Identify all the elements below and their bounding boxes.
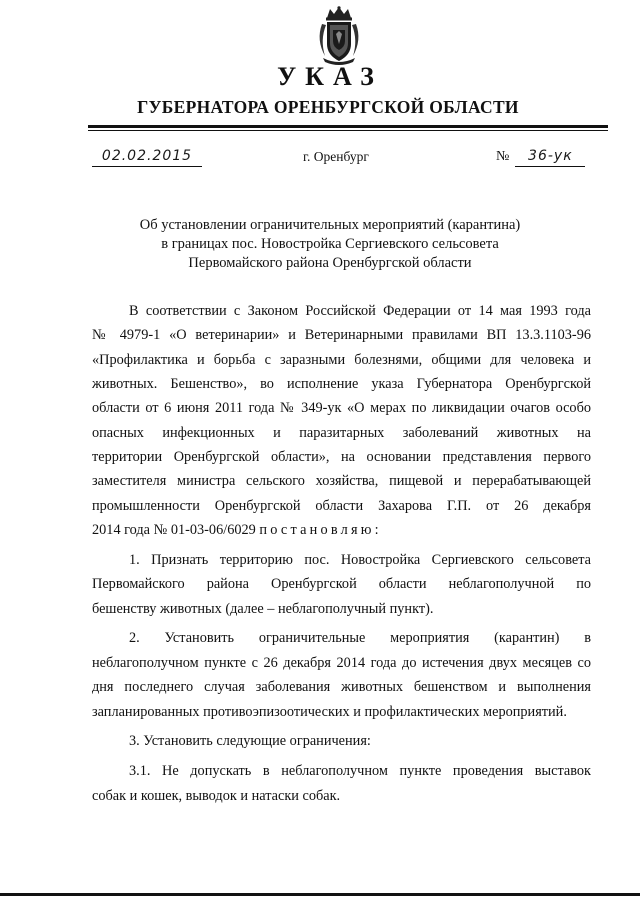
- item-2-line: 2. Установить ограничительные мероприятия (карантин) в: [129, 630, 591, 647]
- item-2-line: дня последнего случая заболевания животных бешенством и выполнения: [92, 679, 591, 696]
- preamble-line: заместителя министра сельского хозяйства, пищевой и перерабатывающей: [92, 473, 591, 490]
- item-3-1-line: собак и кошек, выводок и натаски собак.: [92, 787, 341, 804]
- item-2-line: неблагополучном пункте с 26 декабря 2014 года до истечения двух месяцев со: [92, 654, 591, 671]
- title-line: Об установлении ограничительных мероприятий (карантина): [139, 217, 521, 233]
- preamble-line: области от 6 июня 2011 года № 349-ук «О мерах по ликвидации очагов особо: [92, 400, 591, 417]
- decree-number: 36-ук: [515, 146, 585, 167]
- preamble-line: В соответствии с Законом Российской Федерации от 14 мая 1993 года: [129, 303, 591, 319]
- item-1-line: 1. Признать территорию пос. Новостройка Сергиевского сельсовета: [129, 551, 591, 568]
- resolution-word: постановляю:: [259, 522, 382, 539]
- decree-title: [0, 216, 640, 273]
- issue-city: г. Оренбург: [303, 149, 369, 164]
- coat-of-arms-icon: [313, 6, 365, 66]
- decree-body: [92, 299, 591, 808]
- number-sign: №: [496, 149, 510, 164]
- item-2-line: запланированных противоэпизоотических и профилактических мероприятий.: [92, 703, 567, 720]
- title-line: Первомайского района Оренбургской области: [188, 255, 472, 271]
- document-type-heading: УКАЗ: [277, 62, 383, 91]
- item-1-line: Первомайского района Оренбургской области неблагополучной по: [92, 576, 591, 593]
- item-1-line: бешенству животных (далее – неблагополучный пункт).: [92, 600, 434, 617]
- item-3-line: 3. Установить следующие ограничения:: [129, 733, 371, 750]
- item-3-1-line: 3.1. Не допускать в неблагополучном пункте проведения выставок: [129, 763, 591, 780]
- issuer-heading: ГУБЕРНАТОРА ОРЕНБУРГСКОЙ ОБЛАСТИ: [137, 97, 519, 117]
- preamble-closing-line: [92, 518, 591, 542]
- preamble-line: территории Оренбургской области», на основании представления первого: [92, 449, 591, 466]
- preamble-reference: 2014 года № 01-03-06/6029: [92, 522, 260, 539]
- header-divider-thin: [88, 130, 608, 131]
- decree-number-block: [496, 146, 585, 167]
- header-divider-thick: [88, 125, 608, 128]
- title-line: в границах пос. Новостройка Сергиевского сельсовета: [161, 236, 499, 252]
- preamble-line: опасных инфекционных и паразитарных заболеваний животных на: [92, 424, 591, 441]
- preamble-line: № 4979-1 «О ветеринарии» и Ветеринарными правилами ВП 13.3.1103-96: [92, 327, 591, 344]
- decree-date: 02.02.2015: [92, 146, 202, 167]
- preamble-line: животных. Бешенство», во исполнение указа Губернатора Оренбургской: [92, 376, 591, 393]
- preamble-line: «Профилактика и борьба с заразными болезнями, общими для человека и: [92, 351, 591, 368]
- page-bottom-rule: [0, 893, 640, 896]
- preamble-line: промышленности Оренбургской области Захарова Г.П. от 26 декабря: [92, 497, 591, 514]
